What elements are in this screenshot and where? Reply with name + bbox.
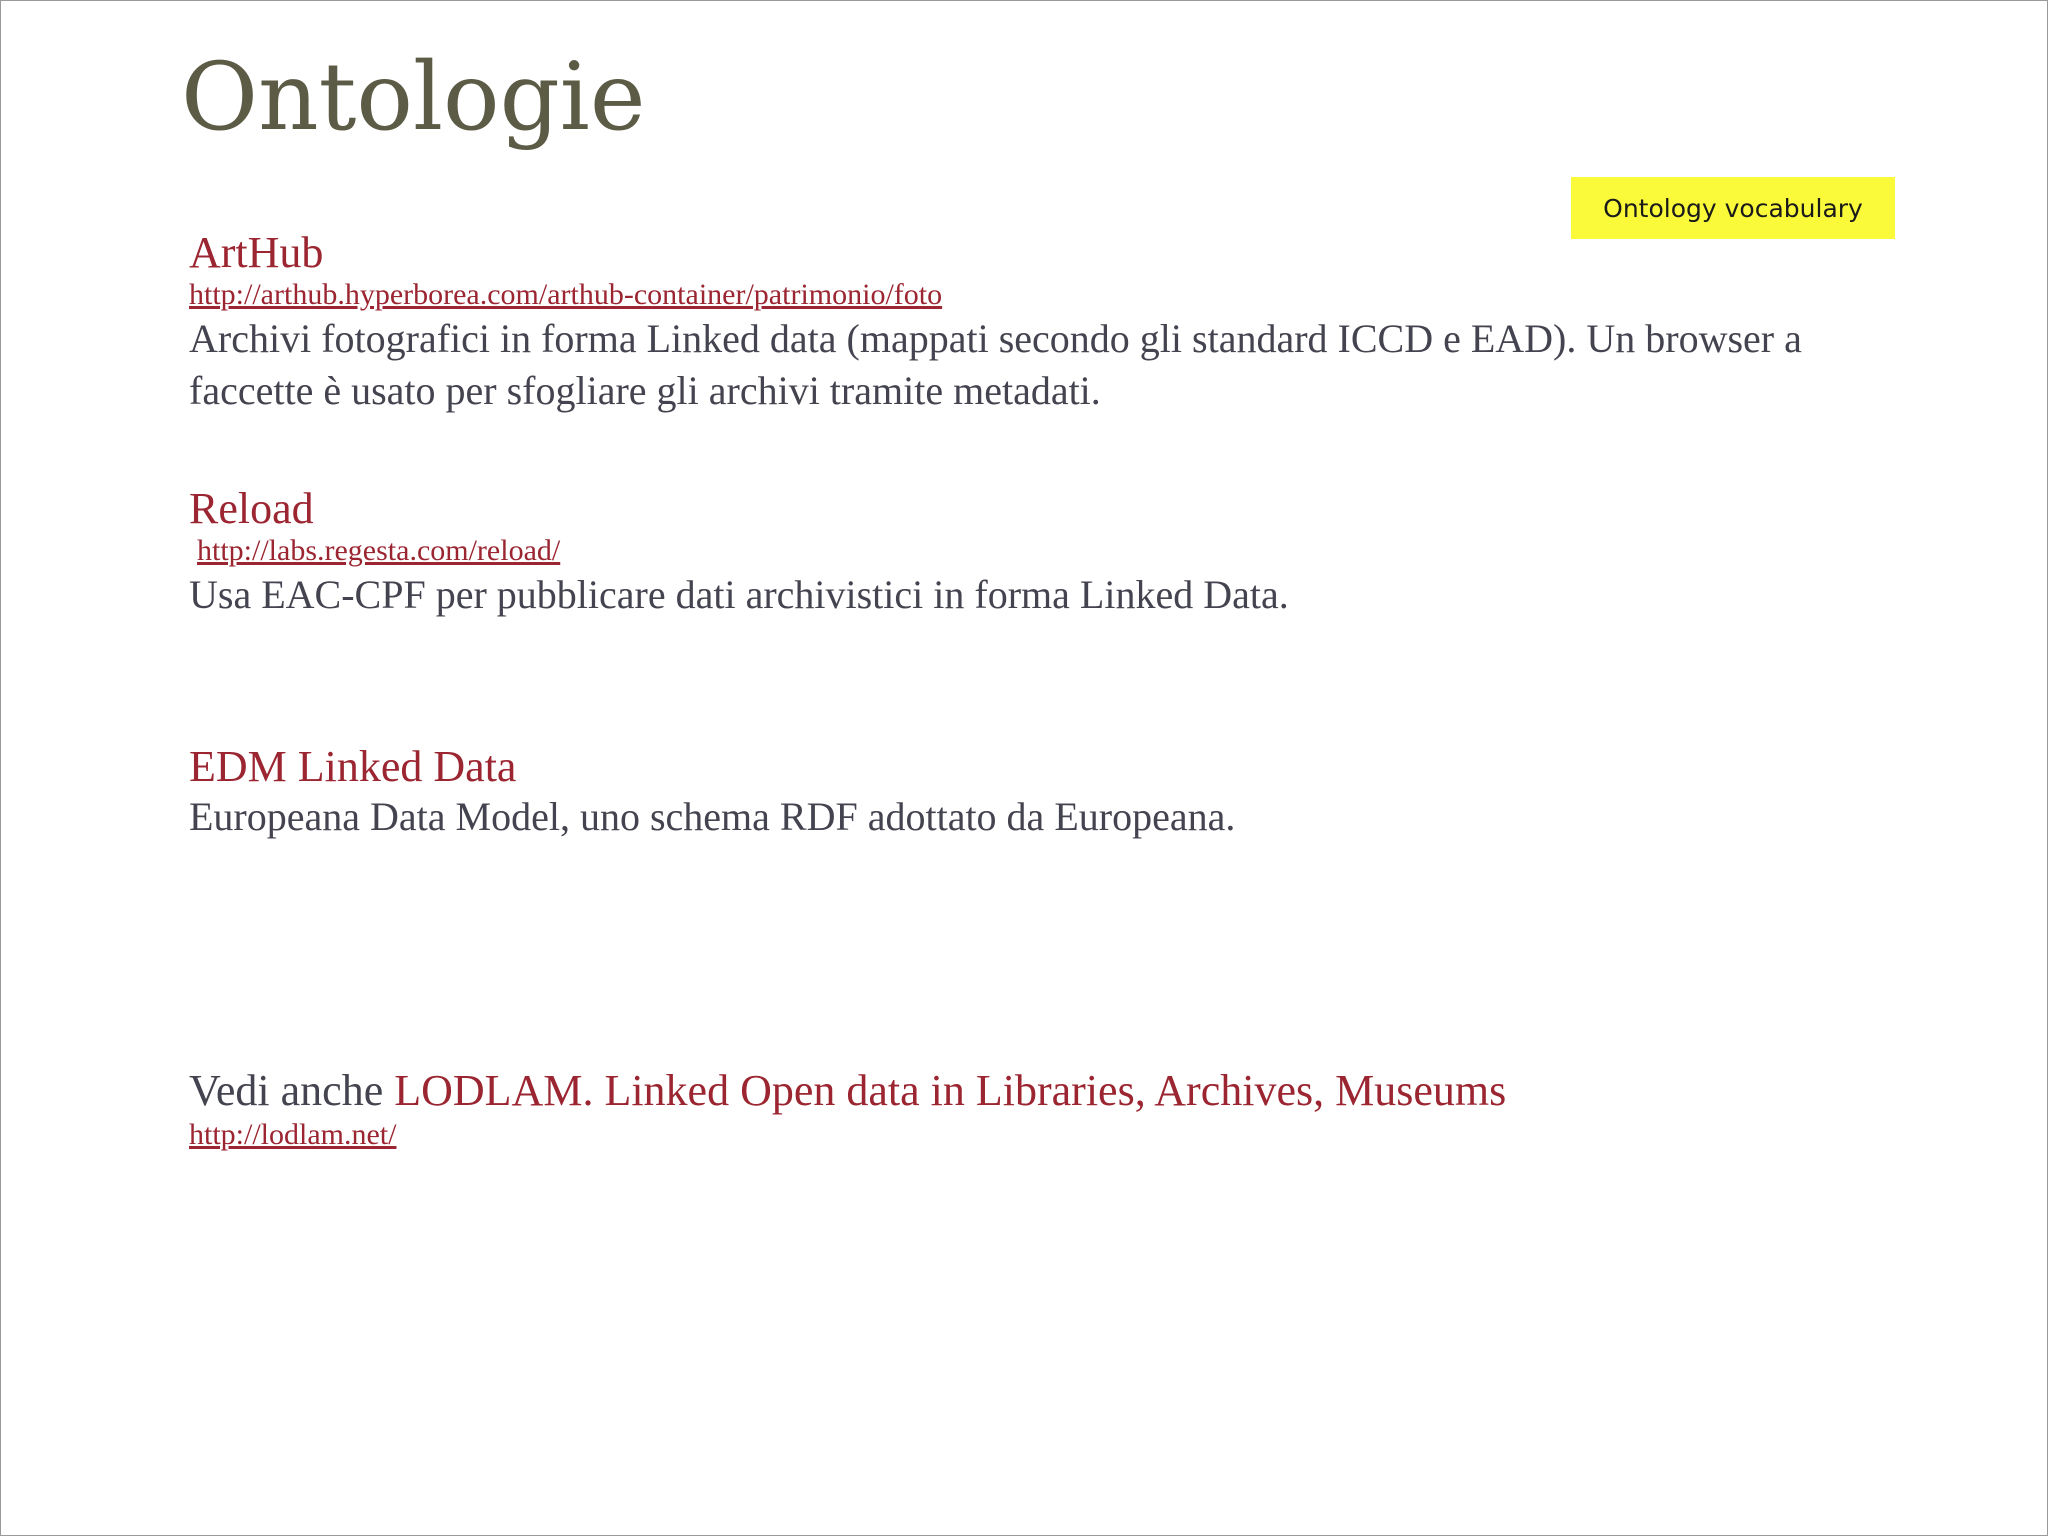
see-also (189, 1065, 1506, 1153)
entry-reload (189, 485, 1879, 621)
see-also-highlight: LODLAM. Linked Open data in Libraries, Archives, Museums (394, 1066, 1507, 1115)
entry-description: Archivi fotografici in forma Linked data (mappati secondo gli standard ICCD e EAD). Un browser a faccette è usato per sfogliare gli archivi tramite metadati. (189, 316, 1802, 413)
entry-heading: Reload (189, 484, 314, 533)
see-also-prefix: Vedi anche (189, 1066, 395, 1115)
ontology-vocabulary-tag: Ontology vocabulary (1571, 177, 1895, 239)
entry-heading: ArtHub (189, 228, 324, 277)
entry-edm (189, 743, 1879, 843)
entry-link[interactable]: http://labs.regesta.com/reload/ (197, 534, 561, 567)
entry-description: Usa EAC-CPF per pubblicare dati archivistici in forma Linked Data. (189, 572, 1289, 617)
entry-link[interactable]: http://arthub.hyperborea.com/arthub-container/patrimonio/foto (189, 278, 943, 311)
entry-heading: EDM Linked Data (189, 742, 517, 791)
page-title: Ontologie (181, 43, 646, 152)
see-also-link[interactable]: http://lodlam.net/ (189, 1118, 397, 1151)
entry-description: Europeana Data Model, uno schema RDF adottato da Europeana. (189, 794, 1236, 839)
entry-arthub (189, 229, 1879, 417)
see-also-line (189, 1065, 1506, 1117)
